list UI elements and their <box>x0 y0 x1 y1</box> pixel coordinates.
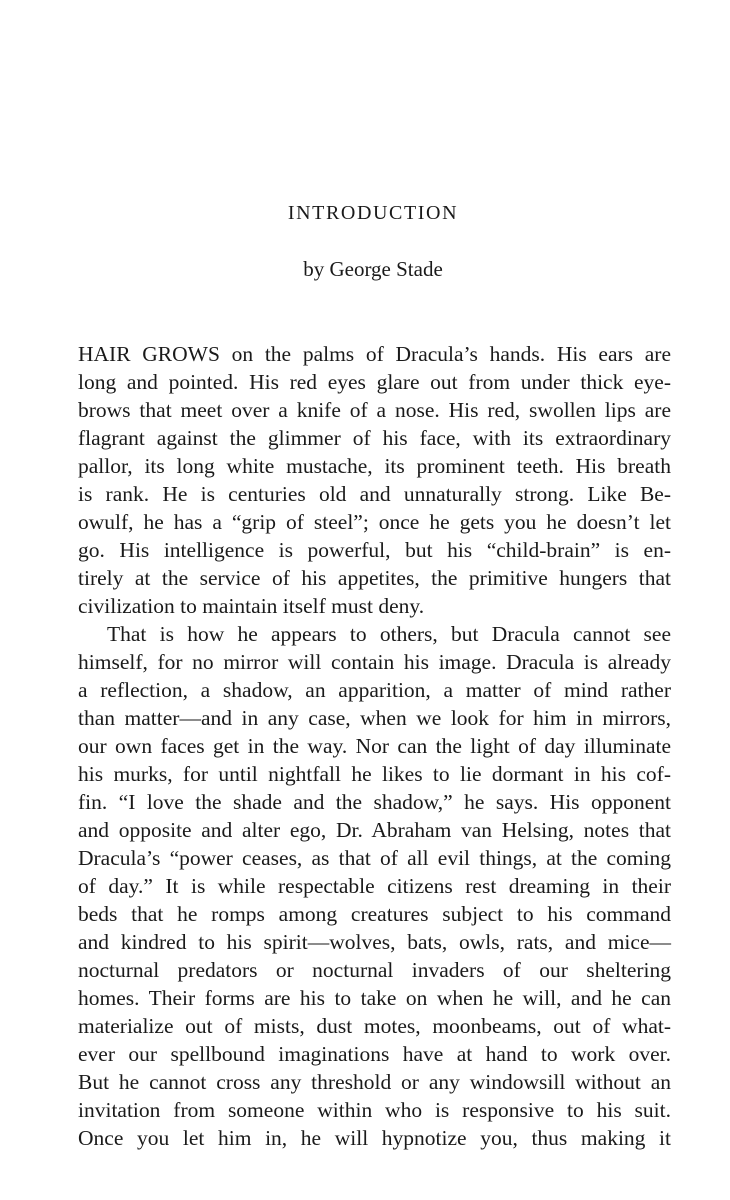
text-line: beds that he romps among creatures subject to his command <box>78 902 671 926</box>
text-line: long and pointed. His red eyes glare out from under thick eye- <box>78 370 671 394</box>
text-line: HAIR GROWS on the palms of Dracula’s hands. His ears are <box>78 342 671 366</box>
text-line: tirely at the service of his appetites, the primitive hungers that <box>78 566 671 590</box>
text-line: and kindred to his spirit—wolves, bats, owls, rats, and mice— <box>78 930 671 954</box>
text-line: his murks, for until nightfall he likes to lie dormant in his cof- <box>78 762 671 786</box>
text-line: homes. Their forms are his to take on when he will, and he can <box>78 986 671 1010</box>
body-text <box>78 340 671 1152</box>
text-line: That is how he appears to others, but Dracula cannot see <box>107 622 671 646</box>
text-line: our own faces get in the way. Nor can the light of day illuminate <box>78 734 671 758</box>
text-line: ever our spellbound imaginations have at hand to work over. <box>78 1042 671 1066</box>
text-line: himself, for no mirror will contain his image. Dracula is already <box>78 650 671 674</box>
chapter-title: INTRODUCTION <box>287 202 459 224</box>
text-line: fin. “I love the shade and the shadow,” he says. His opponent <box>78 790 671 814</box>
text-line: pallor, its long white mustache, its prominent teeth. His breath <box>78 454 671 478</box>
text-line: is rank. He is centuries old and unnaturally strong. Like Be- <box>78 482 671 506</box>
paragraph-1 <box>78 340 671 620</box>
text-line: and opposite and alter ego, Dr. Abraham van Helsing, notes that <box>78 818 671 842</box>
text-line: a reflection, a shadow, an apparition, a matter of mind rather <box>78 678 671 702</box>
text-line: invitation from someone within who is responsive to his suit. <box>78 1098 671 1122</box>
text-line: owulf, he has a “grip of steel”; once he gets you he doesn’t let <box>78 510 671 534</box>
text-line: materialize out of mists, dust motes, moonbeams, out of what- <box>78 1014 671 1038</box>
text-line: civilization to maintain itself must deny. <box>78 594 425 618</box>
paragraph-2 <box>78 620 671 1152</box>
text-line: nocturnal predators or nocturnal invaders of our sheltering <box>78 958 671 982</box>
text-line: of day.” It is while respectable citizens rest dreaming in their <box>78 874 671 898</box>
text-line: brows that meet over a knife of a nose. His red, swollen lips are <box>78 398 671 422</box>
text-line: But he cannot cross any threshold or any windowsill without an <box>78 1070 671 1094</box>
author-byline: by George Stade <box>303 257 443 281</box>
text-line: flagrant against the glimmer of his face, with its extraordinary <box>78 426 671 450</box>
text-line: go. His intelligence is powerful, but his “child-brain” is en- <box>78 538 671 562</box>
text-line: Once you let him in, he will hypnotize you, thus making it <box>78 1126 671 1150</box>
text-line: Dracula’s “power ceases, as that of all evil things, at the coming <box>78 846 671 870</box>
text-line: than matter—and in any case, when we look for him in mirrors, <box>78 706 671 730</box>
